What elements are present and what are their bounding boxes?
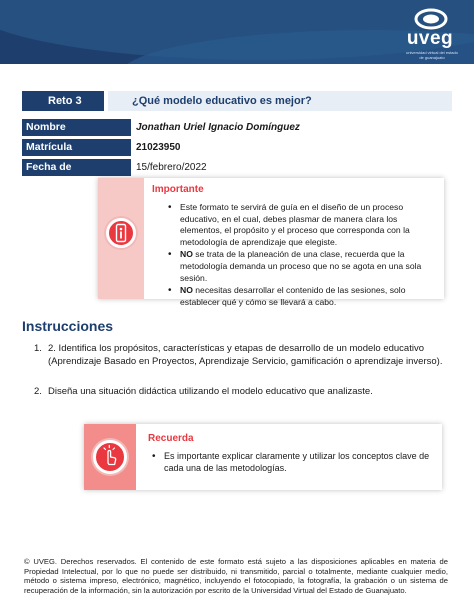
logo-mark-icon (414, 8, 448, 30)
instruction-text: 2. Identifica los propósitos, características y etapas de desarrollo de un modelo educativo (Aprendizaje Basado en Proyectos, Aprendizaje Servicio, gamificación o aprendizaje inverso). (48, 343, 443, 367)
list-item (166, 202, 436, 248)
importante-callout (98, 178, 444, 307)
instruction-number: 2. (34, 386, 42, 397)
recuerda-list (150, 451, 436, 475)
uveg-logo (400, 6, 460, 58)
instruction-item (34, 343, 446, 368)
instruction-item (34, 386, 446, 399)
item-text: necesitas desarrollar el contenido de las sesiones, solo establecer qué y cómo se llevará a cabo. (180, 285, 406, 307)
callout-heading: Importante (152, 184, 204, 195)
reto-row (22, 91, 452, 111)
list-item (166, 285, 436, 308)
header-banner (0, 0, 474, 64)
reto-tag: Reto 3 (22, 91, 104, 111)
info-label: Fecha de elaboración (22, 159, 131, 176)
list-item (166, 249, 436, 284)
item-text: Este formato te servirá de guía en el diseño de un proceso educativo, en el cual, debes plasmar de manera clara los elementos, el propósito y el proceso que corresponda con la metodología de aprendizaje que elegiste. (180, 202, 410, 247)
info-value: 15/febrero/2022 (136, 162, 207, 173)
info-icon (109, 221, 133, 245)
info-value: 21023950 (136, 142, 181, 153)
callout-icon-circle (93, 440, 127, 474)
item-text: se trata de la planeación de una clase, recuerda que la metodología demanda un proceso que no se agota en una sola sesión. (180, 249, 422, 283)
instruction-number: 1. (34, 343, 42, 354)
info-label: Matrícula (22, 139, 131, 156)
callout-heading: Recuerda (148, 433, 194, 444)
item-emphasis: NO (180, 249, 193, 260)
info-row-matricula (22, 139, 452, 156)
item-emphasis: NO (180, 285, 193, 296)
list-item (150, 451, 436, 474)
recuerda-callout (84, 424, 442, 490)
instruction-text: Diseña una situación didáctica utilizando el modelo educativo que analizaste. (48, 386, 373, 397)
info-label: Nombre (22, 119, 131, 136)
logo-word: uveg (406, 28, 454, 49)
copyright-footer: © UVEG. Derechos reservados. El contenido de este formato está sujeto a las disposiciones aplicables en materia de Propiedad Intelectual, por lo que no puede ser distribuido, ni transmitido, parcial o totalmente, mediante cualquier medio, método o sistema impreso, electrónico, magnético, incluyendo el fotocopiado, la fotografía, la grabación o un sistema de recuperación de la información, sin la autorización por escrito de la Universidad Virtual del Estado de Guanajuato. (24, 557, 448, 595)
importante-list (166, 202, 436, 309)
item-text: Es importante explicar claramente y utilizar los conceptos clave de cada una de las metodologías. (164, 451, 430, 473)
logo-subtitle: universidad virtual del estado de guanajuato (406, 50, 458, 60)
reto-title: ¿Qué modelo educativo es mejor? (108, 91, 452, 111)
instrucciones-title: Instrucciones (22, 318, 114, 334)
info-value: Jonathan Uriel Ignacio Domínguez (136, 122, 300, 133)
info-row-nombre (22, 119, 452, 136)
callout-icon-circle (106, 218, 136, 248)
pointer-hand-icon (96, 443, 124, 471)
